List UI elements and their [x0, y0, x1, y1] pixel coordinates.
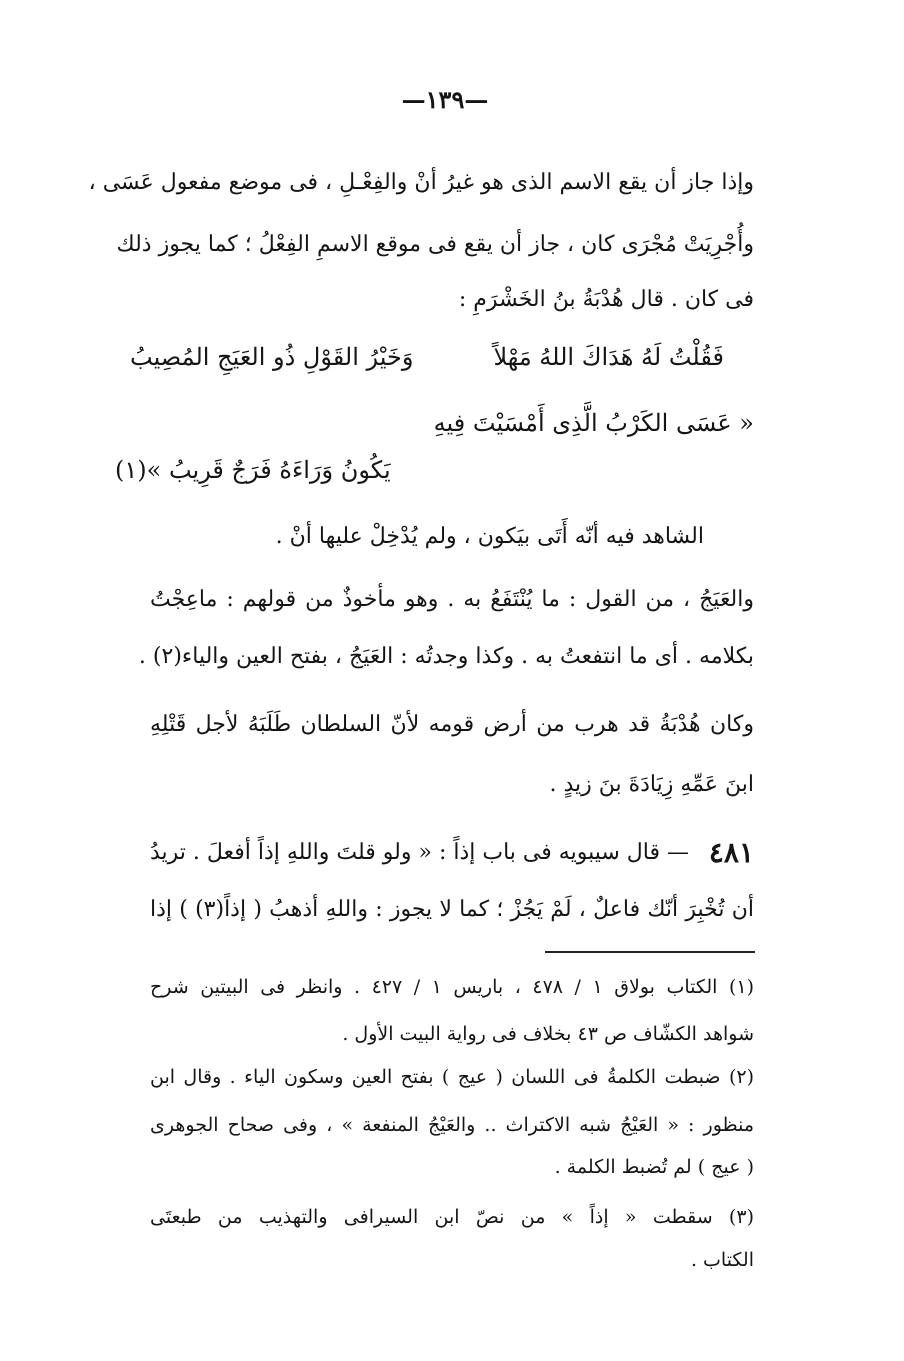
body-line: الشاهد فيه أنّه أَتَى بيَكون ، ولم يُدْخِلْ عليها أنْ .	[275, 524, 704, 549]
footnote-line: (٣) سقطت « إذاً » من نصّ ابن السيرافى والتهذيب من طبعتَى	[150, 1206, 754, 1228]
body-line: أن تُخْبِرَ أنّك فاعلٌ ، لَمْ يَجُزْ ؛ كما لا يجوز : واللهِ أذهبُ ( إذاً(٣) ) إذا	[150, 897, 754, 922]
footnote-line: شواهد الكشّاف ص ٤٣ بخلاف فى رواية البيت الأول .	[342, 1023, 754, 1045]
footnote-line: منظور : « العَيْجُ شبه الاكتراث .. والعَيْجُ المنفعة » ، وفى صحاح الجوهرى	[150, 1114, 754, 1136]
body-line: — قال سيبويه فى باب إذاً : « ولو قلتَ واللهِ إذاً أفعلَ . تريدُ	[150, 840, 689, 865]
body-line: فى كان . قال هُدْبَةُ بنُ الخَشْرَمِ :	[458, 287, 754, 312]
verse-first-hemistich: فَقُلْتُ لَهُ هَدَاكَ اللهُ مَهْلاً	[493, 343, 724, 371]
verse-line: « عَسَى الكَرْبُ الَّذِى أَمْسَيْتَ فِيهِ	[433, 409, 754, 437]
body-line: بكلامه . أى ما انتفعتُ به . وكذا وجدتُه : العَيَجُ ، بفتح العين والياء(٢) .	[138, 644, 754, 669]
body-line: وإذا جاز أن يقع الاسم الذى هو غيرُ أنْ والفِعْـلِ ، فى موضع مفعول عَسَى ،	[88, 170, 754, 195]
body-line: ابنَ عَمِّهِ زِيَادَةَ بنَ زيدٍ .	[549, 772, 754, 797]
verse-line: يَكُونُ وَرَاءَهُ فَرَجٌ قَرِيبُ »(١)	[115, 456, 391, 484]
footnote-line: الكتاب .	[690, 1249, 754, 1271]
body-line: وأُجْرِيَتْ مُجْرَى كان ، جاز أن يقع فى موقع الاسمِ الفِعْلُ ؛ كما يجوز ذلك	[116, 232, 754, 257]
section-number: ٤٨١	[708, 836, 754, 869]
footnote-line: ( عيج ) لم تُضبط الكلمة .	[554, 1156, 754, 1178]
verse-second-hemistich: وَخَيْرُ القَوْلِ ذُو العَيَجِ المُصِيبُ	[130, 343, 414, 371]
footnote-line: (٢) ضبطت الكلمةُ فى اللسان ( عيج ) بفتح العين وسكون الياء . وقال ابن	[150, 1066, 754, 1088]
footnote-line: (١) الكتاب بولاق ١ / ٤٧٨ ، باريس ١ / ٤٢٧ . وانظر فى البيتين شرح	[150, 976, 755, 998]
body-line: وكان هُدْبَةُ قد هرب من أرض قومه لأنّ السلطان طَلَبَهُ لأجل قَتْلِهِ	[150, 712, 754, 737]
page-number: —١٣٩—	[401, 85, 489, 114]
body-line: والعَيَجُ ، من القول : ما يُنْتَفَعُ به . وهو مأخوذٌ من قولهم : ماعِجْتُ	[150, 587, 754, 612]
footnote-separator	[545, 951, 755, 953]
